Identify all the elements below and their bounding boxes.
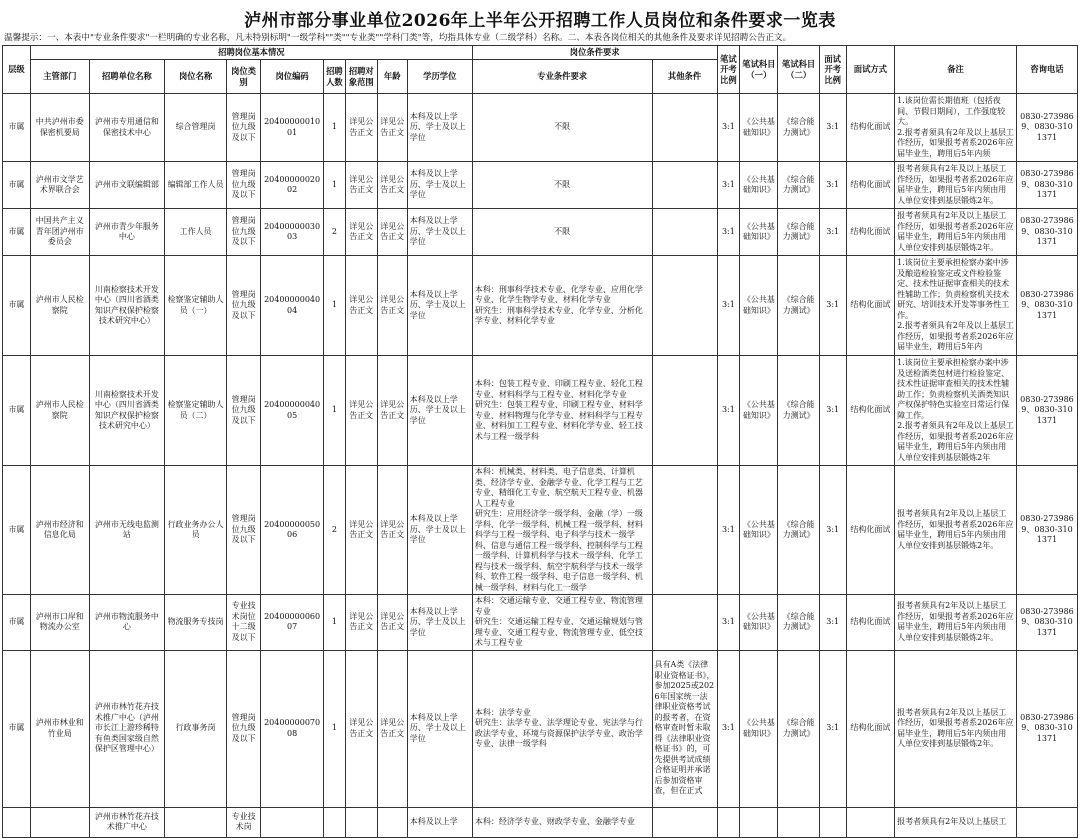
age-cell: 详见公告正文 (377, 209, 407, 256)
level-cell: 市属 (3, 466, 31, 595)
header-interview-method: 面试方式 (846, 46, 895, 94)
phone-cell: 0830-2739869、0830-3101371 (1016, 256, 1077, 356)
unit-cell: 泸州市林竹花卉技术推广中心（泸州市长江上游珍稀特有鱼类国家级自然保护区管理中心） (89, 650, 164, 807)
unit-cell: 泸州市专用通信和保密技术中心 (89, 94, 164, 162)
post-cell (165, 807, 227, 837)
dept-cell: 中国共产主义青年团泸州市委员会 (30, 209, 89, 256)
exam2-cell: 《综合能力测试》 (778, 466, 819, 595)
age-cell (377, 807, 407, 837)
header-other: 其他条件 (652, 60, 717, 94)
major-cell: 不限 (472, 94, 652, 162)
scope-cell: 详见公告正文 (345, 595, 377, 651)
type-cell: 专业技术岗位十二级及以下 (227, 595, 261, 651)
interview-ratio-cell: 3:1 (819, 595, 846, 651)
remarks-cell: 报考者须具有2年及以上基层工作经历，如果报考者系2026年应届毕业生，聘用后5年内须由用人单位安排到基层锻炼2年。 (895, 466, 1017, 595)
edu-cell: 本科及以上学历、学士及以上学位 (407, 162, 472, 209)
level-cell: 市属 (3, 256, 31, 356)
exam-ratio-cell (717, 807, 740, 837)
remarks-cell: 报考者须具有2年及以上基层工 (895, 807, 1017, 837)
exam1-cell: 《公共基础知识》 (740, 256, 778, 356)
major-cell: 本科：刑事科学技术专业、化学专业、应用化学专业、化学生物学专业、材料化学专业 研究生：刑事科学技术专业、化学专业、分析化学专业、材料化学专业 (472, 256, 652, 356)
table-row (3, 209, 1078, 256)
phone-cell (1016, 807, 1077, 837)
page-title: 泸州市部分事业单位2026年上半年公开招聘工作人员岗位和条件要求一览表 (244, 11, 836, 31)
major-cell: 本科：包装工程专业、印刷工程专业、轻化工程专业、材料科学与工程专业、材料化学专业 研究生：包装工程专业、印刷工程专业、材料学专业、材料物理与化学专业、材料科学与工程专业、材料加工工程专业、材料化学专业、轻工技术与工程一级学科 (472, 356, 652, 466)
header-scope: 招聘对象范围 (345, 60, 377, 94)
count-cell: 2 (324, 209, 346, 256)
level-cell: 市属 (3, 356, 31, 466)
table-row (3, 807, 1078, 837)
other-cell: 具有A类《法律职业资格证书》，参加2025或2026年国家统一法律职业资格考试的报考者，在资格审查时暂未取得《法律职业资格证书》的，可先提供考试成绩合格证明并承诺后参加资格审查，但在正式 (652, 650, 717, 807)
type-cell: 专业技术岗 (227, 807, 261, 837)
age-cell: 详见公告正文 (377, 162, 407, 209)
dept-cell: 中共泸州市委保密机要局 (30, 94, 89, 162)
interview-method-cell: 结构化面试 (846, 650, 895, 807)
header-exam-ratio: 笔试开考比例 (717, 46, 740, 94)
post-cell: 行政业务办公人员 (165, 466, 227, 595)
edu-cell: 本科及以上学历、学士及以上学位 (407, 650, 472, 807)
scope-cell: 详见公告正文 (345, 209, 377, 256)
post-cell: 检察鉴定辅助人员（一） (165, 256, 227, 356)
major-cell: 本科：机械类、材料类、电子信息类、计算机类、经济学专业、金融学专业、化学工程与工艺专业、精细化工专业、航空航天工程专业、机器人工程专业 研究生：应用经济学一级学科、金融（学）一级学科、化学一级学科、机械工程一级学科、材料科学与工程一级学科、电子科学与技术一级学科、信息与通信工程一级学科、控制科学与工程一级学科、计算机科学与技术一级学科、化学工程与技术一级学科、航空宇航科学与技术一级学科、软件工程一级学科、电子信息一级学科、机械一级学科、材料与化工一级学 (472, 466, 652, 595)
header-phone: 咨询电话 (1016, 46, 1077, 94)
code-cell (261, 807, 324, 837)
code-cell: 2040000005006 (261, 466, 324, 595)
interview-method-cell: 结构化面试 (846, 256, 895, 356)
level-cell: 市属 (3, 162, 31, 209)
remarks-cell: 1.该岗位主要承担检察办案中涉及酿造检验鉴定或文件检验鉴定、技术性证据审查相关的技术性辅助工作；负责检察机关技术研究、培训技术开发等事务性工作。 2.报考者须具有2年及以上基层工作经历，如果报考者系2026年应届毕业生，聘用后5年内 (895, 256, 1017, 356)
interview-ratio-cell: 3:1 (819, 650, 846, 807)
header-exam1: 笔试科目（一） (740, 46, 778, 94)
major-cell: 不限 (472, 209, 652, 256)
table-row (3, 162, 1078, 209)
other-cell (652, 209, 717, 256)
edu-cell: 本科及以上学历、学士及以上学位 (407, 356, 472, 466)
interview-ratio-cell: 3:1 (819, 209, 846, 256)
phone-cell: 0830-2739869、0830-3101371 (1016, 94, 1077, 162)
interview-ratio-cell: 3:1 (819, 356, 846, 466)
dept-cell: 泸州市人民检察院 (30, 256, 89, 356)
scope-cell: 详见公告正文 (345, 356, 377, 466)
phone-cell: 0830-2739869、0830-3101371 (1016, 650, 1077, 807)
exam2-cell: 《综合能力测试》 (778, 356, 819, 466)
header-edu: 学历学位 (407, 60, 472, 94)
age-cell: 详见公告正文 (377, 256, 407, 356)
table-row (3, 595, 1078, 651)
interview-ratio-cell: 3:1 (819, 94, 846, 162)
exam-ratio-cell: 3:1 (717, 209, 740, 256)
exam-ratio-cell: 3:1 (717, 94, 740, 162)
dept-cell: 泸州市文学艺术界联合会 (30, 162, 89, 209)
age-cell: 详见公告正文 (377, 595, 407, 651)
level-cell: 市属 (3, 94, 31, 162)
header-post: 岗位名称 (165, 60, 227, 94)
type-cell: 管理岗位九级及以下 (227, 162, 261, 209)
header-dept: 主管部门 (30, 60, 89, 94)
post-cell: 编辑部工作人员 (165, 162, 227, 209)
interview-method-cell: 结构化面试 (846, 466, 895, 595)
header-count: 招聘人数 (324, 60, 346, 94)
exam-ratio-cell: 3:1 (717, 595, 740, 651)
type-cell: 管理岗位九级及以下 (227, 209, 261, 256)
major-cell: 不限 (472, 162, 652, 209)
header-code: 岗位编码 (261, 60, 324, 94)
count-cell: 1 (324, 595, 346, 651)
edu-cell: 本科及以上学历、学士及以上学位 (407, 466, 472, 595)
unit-cell: 泸州市文联编辑部 (89, 162, 164, 209)
dept-cell (30, 807, 89, 837)
other-cell (652, 807, 717, 837)
header-type: 岗位类别 (227, 60, 261, 94)
other-cell (652, 94, 717, 162)
count-cell: 1 (324, 356, 346, 466)
code-cell: 2040000002002 (261, 162, 324, 209)
exam2-cell: 《综合能力测试》 (778, 595, 819, 651)
interview-method-cell: 结构化面试 (846, 162, 895, 209)
scope-cell: 详见公告正文 (345, 162, 377, 209)
interview-method-cell: 结构化面试 (846, 209, 895, 256)
type-cell: 管理岗位九级及以下 (227, 94, 261, 162)
scope-cell (345, 807, 377, 837)
exam1-cell: 《公共基础知识》 (740, 466, 778, 595)
interview-ratio-cell (819, 807, 846, 837)
exam-ratio-cell: 3:1 (717, 162, 740, 209)
edu-cell: 本科及以上学历、学士及以上学位 (407, 209, 472, 256)
other-cell (652, 356, 717, 466)
code-cell: 2040000006007 (261, 595, 324, 651)
remarks-cell: 1.该岗位需长期值班（包括夜间、节假日期间），工作强度较大。 2.报考者须具有2年及以上基层工作经历，如果报考者系2026年应届毕业生，聘用后5年内须 (895, 94, 1017, 162)
post-cell: 综合管理岗 (165, 94, 227, 162)
exam1-cell: 《公共基础知识》 (740, 356, 778, 466)
header-group-basic: 招聘岗位基本情况 (30, 46, 472, 60)
header-remarks: 备注 (895, 46, 1017, 94)
exam2-cell: 《综合能力测试》 (778, 650, 819, 807)
level-cell (3, 807, 31, 837)
phone-cell: 0830-2739869、0830-3101371 (1016, 209, 1077, 256)
exam1-cell: 《公共基础知识》 (740, 209, 778, 256)
exam2-cell: 《综合能力测试》 (778, 94, 819, 162)
unit-cell: 川南检察技术开发中心（四川省酒类知识产权保护检察技术研究中心） (89, 256, 164, 356)
post-cell: 检察鉴定辅助人员（二） (165, 356, 227, 466)
interview-ratio-cell: 3:1 (819, 256, 846, 356)
header-age: 年龄 (377, 60, 407, 94)
dept-cell: 泸州市林业和竹业局 (30, 650, 89, 807)
table-row (3, 356, 1078, 466)
code-cell: 2040000007008 (261, 650, 324, 807)
exam2-cell (778, 807, 819, 837)
remarks-cell: 1.该岗位主要承担检察办案中涉及送检酒类包材进行检验鉴定、技术性证据审查相关的技术性辅助工作；负责检察机关酒类知识产权保护特色实验室日常运行保障工作。 2.报考者须具有2年及以上基层工作经历，如果报考者系2026年应届毕业生，聘用后5年内须由用人单位安排到基层锻炼2年 (895, 356, 1017, 466)
major-cell: 本科：经济学专业、财政学专业、金融学专业 (472, 807, 652, 837)
type-cell: 管理岗位九级及以下 (227, 256, 261, 356)
unit-cell: 川南检察技术开发中心（四川省酒类知识产权保护检察技术研究中心） (89, 356, 164, 466)
exam-ratio-cell: 3:1 (717, 650, 740, 807)
table-row (3, 650, 1078, 807)
major-cell: 本科：法学专业 研究生：法学专业、法学理论专业、宪法学与行政法学专业、环境与资源保护法学专业、政治学专业、法律一级学科 (472, 650, 652, 807)
edu-cell: 本科及以上学历、学士及以上学位 (407, 94, 472, 162)
post-cell: 工作人员 (165, 209, 227, 256)
interview-method-cell (846, 807, 895, 837)
count-cell: 1 (324, 94, 346, 162)
exam1-cell: 《公共基础知识》 (740, 94, 778, 162)
exam1-cell: 《公共基础知识》 (740, 650, 778, 807)
level-cell: 市属 (3, 650, 31, 807)
unit-cell: 泸州市青少年服务中心 (89, 209, 164, 256)
unit-cell: 泸州市物流服务中心 (89, 595, 164, 651)
age-cell: 详见公告正文 (377, 466, 407, 595)
remarks-cell: 报考者须具有2年及以上基层工作经历，如果报考者系2026年应届毕业生，聘用后5年内须由用人单位安排到基层锻炼2年。 (895, 162, 1017, 209)
phone-cell: 0830-2739869、0830-3101371 (1016, 162, 1077, 209)
unit-cell: 泸州市林竹花卉技术推广中心 (89, 807, 164, 837)
interview-method-cell: 结构化面试 (846, 595, 895, 651)
count-cell: 1 (324, 650, 346, 807)
notice-text: 温馨提示：一、本表中"专业条件要求"一栏明确的专业名称，凡未特别标明"一级学科""类""专业类""学科门类"等，均指具体专业（二级学科）名称。二、本表各岗位相关的其他条件及要求详见招聘公告正文。 (4, 33, 792, 43)
level-cell: 市属 (3, 209, 31, 256)
scope-cell: 详见公告正文 (345, 466, 377, 595)
scope-cell: 详见公告正文 (345, 94, 377, 162)
exam1-cell (740, 807, 778, 837)
count-cell: 1 (324, 256, 346, 356)
exam2-cell: 《综合能力测试》 (778, 256, 819, 356)
other-cell (652, 162, 717, 209)
code-cell: 2040000001001 (261, 94, 324, 162)
exam2-cell: 《综合能力测试》 (778, 209, 819, 256)
exam1-cell: 《公共基础知识》 (740, 162, 778, 209)
exam-ratio-cell: 3:1 (717, 466, 740, 595)
other-cell (652, 256, 717, 356)
recruitment-table (2, 45, 1078, 838)
post-cell: 行政事务岗 (165, 650, 227, 807)
dept-cell: 泸州市经济和信息化局 (30, 466, 89, 595)
header-level: 层级 (3, 46, 31, 94)
age-cell: 详见公告正文 (377, 650, 407, 807)
edu-cell: 本科及以上学历、学士及以上学位 (407, 256, 472, 356)
other-cell (652, 595, 717, 651)
age-cell: 详见公告正文 (377, 94, 407, 162)
phone-cell: 0830-2739869、0830-3101371 (1016, 356, 1077, 466)
type-cell: 管理岗位九级及以下 (227, 650, 261, 807)
exam1-cell: 《公共基础知识》 (740, 595, 778, 651)
level-cell: 市属 (3, 595, 31, 651)
post-cell: 物流服务专技岗 (165, 595, 227, 651)
major-cell: 本科：交通运输专业、交通工程专业、物流管理专业 研究生：交通运输工程专业、交通运输规划与管理专业、交通工程专业、物流管理专业、低空技术与工程专业 (472, 595, 652, 651)
age-cell: 详见公告正文 (377, 356, 407, 466)
dept-cell: 泸州市人民检察院 (30, 356, 89, 466)
code-cell: 2040000004005 (261, 356, 324, 466)
table-row (3, 256, 1078, 356)
scope-cell: 详见公告正文 (345, 650, 377, 807)
header-interview-ratio: 面试开考比例 (819, 46, 846, 94)
exam2-cell: 《综合能力测试》 (778, 162, 819, 209)
header-group-conditions: 岗位条件要求 (472, 46, 717, 60)
dept-cell: 泸州市口岸和物流办公室 (30, 595, 89, 651)
exam-ratio-cell: 3:1 (717, 256, 740, 356)
remarks-cell: 报考者须具有2年及以上基层工作经历，如果报考者系2026年应届毕业生，聘用后5年内须由用人单位安排到基层锻炼2年。 (895, 209, 1017, 256)
count-cell: 2 (324, 466, 346, 595)
type-cell: 管理岗位九级及以下 (227, 466, 261, 595)
table-row (3, 94, 1078, 162)
phone-cell: 0830-2739869、0830-3101371 (1016, 466, 1077, 595)
edu-cell: 本科及以上学 (407, 807, 472, 837)
interview-method-cell: 结构化面试 (846, 94, 895, 162)
count-cell: 1 (324, 162, 346, 209)
exam-ratio-cell: 3:1 (717, 356, 740, 466)
unit-cell: 泸州市无线电监测站 (89, 466, 164, 595)
remarks-cell: 报考者须具有2年及以上基层工作经历，如果报考者系2026年应届毕业生，聘用后5年内须由用人单位安排到基层锻炼2年。 (895, 650, 1017, 807)
remarks-cell: 报考者须具有2年及以上基层工作经历，如果报考者系2026年应届毕业生，聘用后5年内须由用人单位安排到基层锻炼2年。 (895, 595, 1017, 651)
code-cell: 2040000004004 (261, 256, 324, 356)
header-exam2: 笔试科目（二） (778, 46, 819, 94)
interview-ratio-cell: 3:1 (819, 162, 846, 209)
interview-method-cell: 结构化面试 (846, 356, 895, 466)
table-row (3, 466, 1078, 595)
other-cell (652, 466, 717, 595)
scope-cell: 详见公告正文 (345, 256, 377, 356)
edu-cell: 本科及以上学历、学士及以上学位 (407, 595, 472, 651)
type-cell: 管理岗位九级及以下 (227, 356, 261, 466)
phone-cell: 0830-2739869、0830-3101371 (1016, 595, 1077, 651)
header-unit: 招聘单位名称 (89, 60, 164, 94)
code-cell: 2040000003003 (261, 209, 324, 256)
interview-ratio-cell: 3:1 (819, 466, 846, 595)
count-cell (324, 807, 346, 837)
header-major: 专业条件要求 (472, 60, 652, 94)
